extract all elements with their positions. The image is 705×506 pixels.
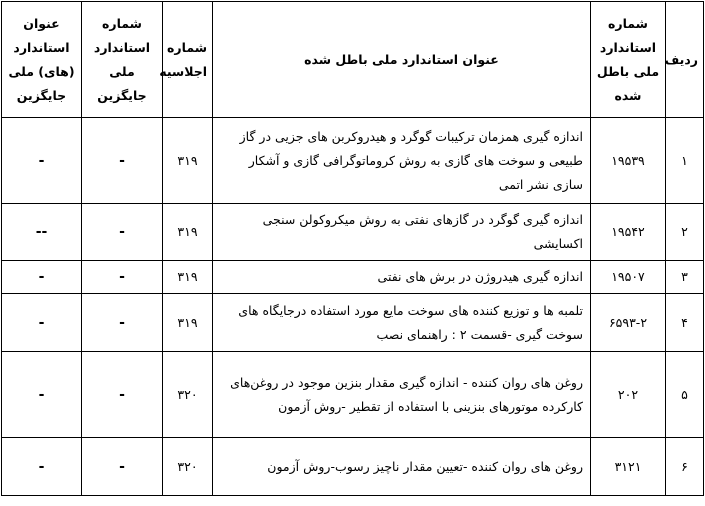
table-row xyxy=(2,118,704,204)
header-revoked-number: شماره استاندارد ملی باطل شده xyxy=(591,2,666,118)
session-number-cell: ۳۱۹ xyxy=(163,294,213,352)
revoked-title-cell: اندازه گیری هیدروژن در برش های نفتی xyxy=(213,261,591,294)
replacement-number-cell: - xyxy=(82,294,163,352)
standards-table-container xyxy=(1,1,704,496)
table-row xyxy=(2,261,704,294)
header-row xyxy=(2,2,704,118)
revoked-title-cell: روغن های روان کننده -تعیین مقدار ناچیز رسوب-روش آزمون xyxy=(213,438,591,496)
replacement-number-cell: - xyxy=(82,204,163,261)
revoked-title-cell: اندازه گیری همزمان ترکیبات گوگرد و هیدروکربن های جزیی در گاز طبیعی و سوخت های گازی به روش کروماتوگرافی گازی و آشکار سازی نشر اتمی xyxy=(213,118,591,204)
session-number-cell: ۳۲۰ xyxy=(163,438,213,496)
session-number-cell: ۳۱۹ xyxy=(163,261,213,294)
replacement-title-cell: - xyxy=(2,261,82,294)
header-revoked-title: عنوان استاندارد ملی باطل شده xyxy=(213,2,591,118)
table-row xyxy=(2,352,704,438)
replacement-title-cell: - xyxy=(2,438,82,496)
replacement-number-cell: - xyxy=(82,352,163,438)
revoked-number-cell: ۱۹۵۳۹ xyxy=(591,118,666,204)
revoked-title-cell: روغن های روان کننده - اندازه گیری مقدار بنزین موجود در روغن‌های کارکرده موتورهای بنزینی با استفاده از تقطیر -روش آزمون xyxy=(213,352,591,438)
session-number-cell: ۳۱۹ xyxy=(163,118,213,204)
replacement-title-cell: - xyxy=(2,294,82,352)
revoked-number-cell: ۱۹۵۰۷ xyxy=(591,261,666,294)
revoked-number-cell: ۱۹۵۴۲ xyxy=(591,204,666,261)
revoked-standards-table xyxy=(1,1,704,496)
revoked-title-cell: اندازه گیری گوگرد در گازهای نفتی به روش میکروکولن سنجی اکسایشی xyxy=(213,204,591,261)
header-session-number: شماره اجلاسیه xyxy=(163,2,213,118)
row-number-cell: ۵ xyxy=(666,352,704,438)
replacement-number-cell: - xyxy=(82,438,163,496)
row-number-cell: ۲ xyxy=(666,204,704,261)
header-replacement-number: شماره استاندارد ملی جایگزین xyxy=(82,2,163,118)
row-number-cell: ۶ xyxy=(666,438,704,496)
replacement-title-cell: - xyxy=(2,118,82,204)
revoked-number-cell: ۶۵۹۳-۲ xyxy=(591,294,666,352)
replacement-number-cell: - xyxy=(82,261,163,294)
table-row xyxy=(2,438,704,496)
session-number-cell: ۳۱۹ xyxy=(163,204,213,261)
table-row xyxy=(2,204,704,261)
row-number-cell: ۳ xyxy=(666,261,704,294)
revoked-number-cell: ۳۱۲۱ xyxy=(591,438,666,496)
revoked-number-cell: ۲۰۲ xyxy=(591,352,666,438)
session-number-cell: ۳۲۰ xyxy=(163,352,213,438)
table-row xyxy=(2,294,704,352)
replacement-title-cell: -- xyxy=(2,204,82,261)
replacement-title-cell: - xyxy=(2,352,82,438)
row-number-cell: ۴ xyxy=(666,294,704,352)
replacement-number-cell: - xyxy=(82,118,163,204)
revoked-title-cell: تلمبه ها و توزیع کننده های سوخت مایع مورد استفاده درجایگاه های سوخت گیری -قسمت ۲ : راهنمای نصب xyxy=(213,294,591,352)
header-row-number: ردیف xyxy=(666,2,704,118)
header-replacement-title: عنوان استاندارد (های) ملی جایگزین xyxy=(2,2,82,118)
row-number-cell: ۱ xyxy=(666,118,704,204)
